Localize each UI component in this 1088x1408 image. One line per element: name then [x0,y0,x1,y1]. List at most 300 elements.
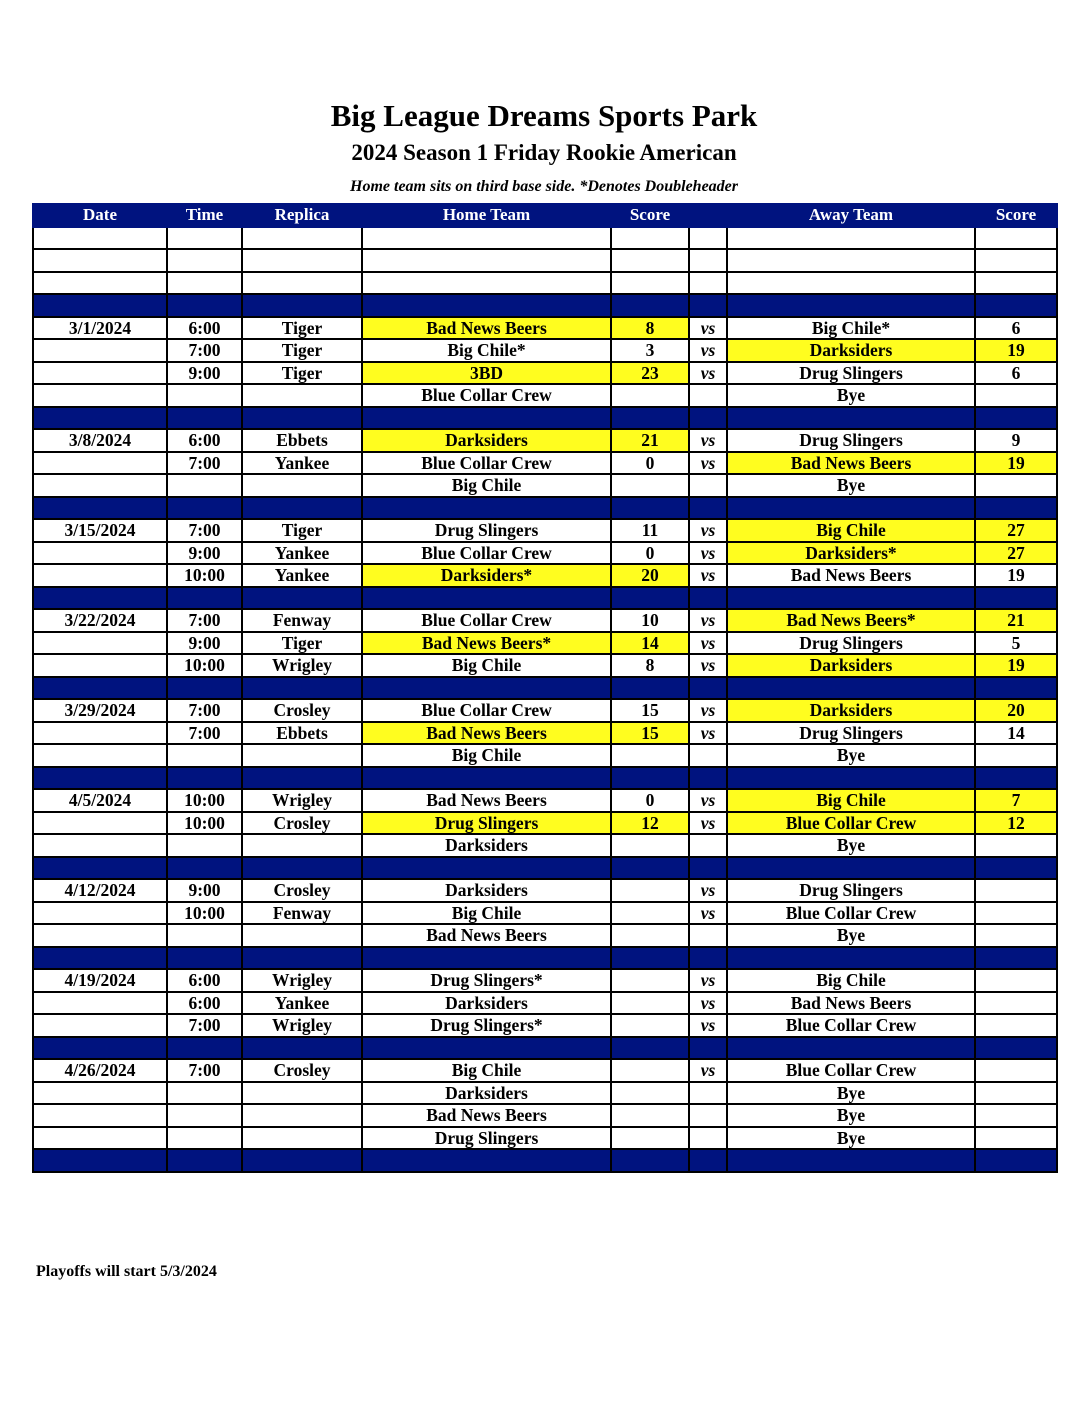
date-cell [33,767,167,790]
home-team-cell: 3BD [362,362,611,385]
time-cell [167,272,242,295]
vs-cell: vs [689,632,727,655]
home-team-cell: Drug Slingers [362,812,611,835]
home-score-cell: 23 [611,362,689,385]
date-cell: 4/12/2024 [33,879,167,902]
vs-cell: vs [689,542,727,565]
away-score-cell [975,227,1057,250]
away-team-cell: Bye [727,384,975,407]
away-score-cell [975,924,1057,947]
away-score-cell: 20 [975,699,1057,722]
schedule-note: Home team sits on third base side. *Denotes Doubleheader [350,178,738,195]
replica-cell [242,1127,362,1150]
home-team-cell: Blue Collar Crew [362,699,611,722]
date-cell: 3/15/2024 [33,519,167,542]
replica-cell [242,474,362,497]
game-row [33,879,1057,902]
date-cell [33,587,167,610]
away-team-cell: Darksiders [727,699,975,722]
game-row [33,519,1057,542]
home-team-cell [362,587,611,610]
game-row [33,924,1057,947]
time-cell: 10:00 [167,654,242,677]
replica-cell: Yankee [242,542,362,565]
away-score-cell: 12 [975,812,1057,835]
vs-cell: vs [689,969,727,992]
home-team-cell [362,227,611,250]
date-cell [33,1104,167,1127]
away-team-cell: Bye [727,744,975,767]
home-score-cell [611,1127,689,1150]
home-team-cell: Bad News Beers* [362,632,611,655]
away-team-cell: Bye [727,474,975,497]
time-cell: 6:00 [167,969,242,992]
home-team-cell [362,497,611,520]
vs-cell [689,474,727,497]
away-score-cell [975,587,1057,610]
replica-cell: Crosley [242,1059,362,1082]
date-cell [33,474,167,497]
home-score-cell [611,407,689,430]
empty-row [33,272,1057,295]
vs-cell: vs [689,992,727,1015]
home-score-cell [611,474,689,497]
home-score-cell [611,677,689,700]
week-separator-row [33,1037,1057,1060]
away-team-cell: Bad News Beers [727,452,975,475]
date-cell [33,564,167,587]
home-score-cell [611,1082,689,1105]
replica-cell: Wrigley [242,789,362,812]
away-team-cell [727,1149,975,1172]
week-separator-row [33,294,1057,317]
home-team-cell [362,249,611,272]
time-cell: 7:00 [167,1014,242,1037]
home-score-cell [611,497,689,520]
home-score-cell: 12 [611,812,689,835]
game-row [33,654,1057,677]
vs-cell: vs [689,699,727,722]
game-row [33,992,1057,1015]
date-cell [33,452,167,475]
replica-cell: Ebbets [242,429,362,452]
home-score-cell [611,249,689,272]
replica-cell [242,677,362,700]
col-time: Time [167,204,242,227]
time-cell [167,407,242,430]
date-cell [33,924,167,947]
away-score-cell [975,1014,1057,1037]
away-team-cell: Big Chile [727,789,975,812]
time-cell [167,947,242,970]
vs-cell [689,767,727,790]
home-score-cell [611,294,689,317]
home-score-cell: 15 [611,699,689,722]
replica-cell: Yankee [242,564,362,587]
vs-cell [689,249,727,272]
away-score-cell: 19 [975,654,1057,677]
replica-cell [242,924,362,947]
away-score-cell [975,767,1057,790]
game-row [33,1104,1057,1127]
home-team-cell: Blue Collar Crew [362,384,611,407]
col-date: Date [33,204,167,227]
home-score-cell [611,744,689,767]
time-cell [167,834,242,857]
away-team-cell: Big Chile [727,519,975,542]
away-team-cell: Drug Slingers [727,429,975,452]
away-score-cell [975,474,1057,497]
away-team-cell [727,1037,975,1060]
replica-cell [242,857,362,880]
away-score-cell [975,992,1057,1015]
empty-row [33,249,1057,272]
game-row [33,632,1057,655]
game-row [33,564,1057,587]
home-team-cell: Darksiders [362,429,611,452]
away-team-cell: Bye [727,924,975,947]
away-team-cell: Big Chile [727,969,975,992]
replica-cell: Tiger [242,362,362,385]
away-score-cell: 27 [975,542,1057,565]
week-separator-row [33,677,1057,700]
col-home-score: Score [611,204,689,227]
away-score-cell [975,1104,1057,1127]
col-away-team: Away Team [727,204,975,227]
home-score-cell: 14 [611,632,689,655]
home-score-cell [611,902,689,925]
date-cell [33,384,167,407]
home-score-cell [611,992,689,1015]
away-score-cell: 21 [975,609,1057,632]
vs-cell [689,947,727,970]
home-team-cell [362,407,611,430]
home-score-cell [611,924,689,947]
time-cell: 10:00 [167,789,242,812]
home-team-cell: Drug Slingers* [362,1014,611,1037]
date-cell: 4/26/2024 [33,1059,167,1082]
away-team-cell: Blue Collar Crew [727,812,975,835]
home-team-cell: Drug Slingers [362,1127,611,1150]
home-score-cell: 20 [611,564,689,587]
home-score-cell: 8 [611,317,689,340]
away-team-cell [727,767,975,790]
home-score-cell [611,1149,689,1172]
time-cell: 7:00 [167,722,242,745]
away-score-cell [975,1037,1057,1060]
home-team-cell: Darksiders [362,879,611,902]
home-score-cell [611,587,689,610]
replica-cell [242,947,362,970]
col-home-team: Home Team [362,204,611,227]
away-team-cell: Bye [727,1082,975,1105]
vs-cell [689,227,727,250]
home-team-cell: Bad News Beers [362,789,611,812]
game-row [33,429,1057,452]
time-cell: 9:00 [167,632,242,655]
date-cell: 3/1/2024 [33,317,167,340]
vs-cell [689,384,727,407]
home-team-cell [362,947,611,970]
away-score-cell [975,969,1057,992]
vs-cell [689,497,727,520]
time-cell: 7:00 [167,609,242,632]
replica-cell: Wrigley [242,654,362,677]
col-away-score: Score [975,204,1057,227]
away-team-cell: Drug Slingers [727,879,975,902]
home-team-cell [362,294,611,317]
home-score-cell: 0 [611,452,689,475]
time-cell: 7:00 [167,452,242,475]
vs-cell [689,1127,727,1150]
away-team-cell: Bad News Beers [727,564,975,587]
home-score-cell: 21 [611,429,689,452]
home-score-cell: 11 [611,519,689,542]
replica-cell [242,1149,362,1172]
vs-cell [689,294,727,317]
time-cell [167,384,242,407]
vs-cell: vs [689,564,727,587]
time-cell: 6:00 [167,317,242,340]
home-team-cell [362,677,611,700]
home-score-cell [611,1059,689,1082]
date-cell: 3/22/2024 [33,609,167,632]
home-score-cell: 0 [611,789,689,812]
away-team-cell [727,294,975,317]
home-score-cell [611,227,689,250]
vs-cell: vs [689,609,727,632]
away-team-cell [727,249,975,272]
game-row [33,789,1057,812]
date-cell [33,677,167,700]
away-team-cell [727,497,975,520]
away-score-cell [975,1082,1057,1105]
away-score-cell: 19 [975,452,1057,475]
away-score-cell [975,294,1057,317]
away-team-cell: Darksiders [727,339,975,362]
vs-cell: vs [689,362,727,385]
vs-cell [689,587,727,610]
date-cell [33,497,167,520]
replica-cell: Tiger [242,339,362,362]
week-separator-row [33,497,1057,520]
col-vs [689,204,727,227]
home-team-cell: Blue Collar Crew [362,609,611,632]
replica-cell [242,1082,362,1105]
time-cell: 10:00 [167,564,242,587]
home-team-cell [362,767,611,790]
home-score-cell [611,879,689,902]
home-score-cell [611,1104,689,1127]
time-cell: 7:00 [167,699,242,722]
home-team-cell: Blue Collar Crew [362,452,611,475]
vs-cell: vs [689,902,727,925]
away-team-cell [727,857,975,880]
home-score-cell [611,1014,689,1037]
away-score-cell [975,834,1057,857]
home-score-cell: 10 [611,609,689,632]
date-cell [33,272,167,295]
replica-cell [242,384,362,407]
time-cell [167,474,242,497]
game-row [33,452,1057,475]
replica-cell [242,407,362,430]
date-cell: 3/8/2024 [33,429,167,452]
away-score-cell: 14 [975,722,1057,745]
time-cell: 9:00 [167,542,242,565]
replica-cell: Crosley [242,879,362,902]
game-row [33,699,1057,722]
vs-cell: vs [689,789,727,812]
away-team-cell: Darksiders [727,654,975,677]
game-row [33,1127,1057,1150]
away-score-cell [975,384,1057,407]
vs-cell [689,834,727,857]
home-team-cell: Darksiders* [362,564,611,587]
away-team-cell [727,677,975,700]
date-cell [33,407,167,430]
week-separator-row [33,587,1057,610]
date-cell [33,1037,167,1060]
home-score-cell: 3 [611,339,689,362]
replica-cell: Crosley [242,699,362,722]
time-cell [167,744,242,767]
time-cell [167,1149,242,1172]
home-score-cell [611,767,689,790]
page-subtitle: 2024 Season 1 Friday Rookie American [351,140,737,165]
time-cell: 9:00 [167,879,242,902]
week-separator-row [33,407,1057,430]
replica-cell [242,497,362,520]
home-score-cell [611,834,689,857]
week-separator-row [33,947,1057,970]
vs-cell [689,744,727,767]
vs-cell [689,857,727,880]
away-score-cell: 9 [975,429,1057,452]
away-team-cell: Darksiders* [727,542,975,565]
date-cell: 3/29/2024 [33,699,167,722]
away-score-cell [975,272,1057,295]
vs-cell [689,1082,727,1105]
empty-row [33,227,1057,250]
home-team-cell: Bad News Beers [362,924,611,947]
vs-cell [689,1149,727,1172]
away-score-cell [975,407,1057,430]
date-cell [33,1127,167,1150]
home-score-cell [611,969,689,992]
away-score-cell [975,879,1057,902]
header-row [33,204,1057,227]
date-cell [33,249,167,272]
home-team-cell: Drug Slingers* [362,969,611,992]
away-score-cell: 6 [975,362,1057,385]
date-cell [33,632,167,655]
game-row [33,362,1057,385]
away-score-cell [975,497,1057,520]
away-score-cell: 6 [975,317,1057,340]
replica-cell: Fenway [242,902,362,925]
date-cell: 4/19/2024 [33,969,167,992]
replica-cell: Tiger [242,519,362,542]
game-row [33,1082,1057,1105]
date-cell [33,902,167,925]
home-score-cell: 15 [611,722,689,745]
time-cell [167,924,242,947]
game-row [33,969,1057,992]
time-cell: 7:00 [167,1059,242,1082]
away-team-cell: Big Chile* [727,317,975,340]
time-cell: 10:00 [167,902,242,925]
away-score-cell: 7 [975,789,1057,812]
away-score-cell [975,744,1057,767]
home-score-cell [611,272,689,295]
home-team-cell: Big Chile [362,902,611,925]
vs-cell: vs [689,339,727,362]
away-score-cell [975,857,1057,880]
game-row [33,902,1057,925]
time-cell [167,587,242,610]
home-team-cell [362,1149,611,1172]
away-team-cell: Bye [727,1104,975,1127]
game-row [33,812,1057,835]
home-team-cell: Bad News Beers [362,317,611,340]
home-team-cell: Big Chile [362,744,611,767]
away-team-cell [727,407,975,430]
home-score-cell [611,1037,689,1060]
away-team-cell [727,947,975,970]
home-score-cell: 0 [611,542,689,565]
date-cell [33,722,167,745]
away-team-cell: Drug Slingers [727,722,975,745]
game-row [33,317,1057,340]
home-team-cell: Blue Collar Crew [362,542,611,565]
vs-cell: vs [689,722,727,745]
date-cell [33,1149,167,1172]
replica-cell: Crosley [242,812,362,835]
home-team-cell: Big Chile [362,474,611,497]
vs-cell [689,272,727,295]
away-team-cell [727,272,975,295]
away-team-cell: Blue Collar Crew [727,1059,975,1082]
vs-cell [689,677,727,700]
replica-cell [242,249,362,272]
home-team-cell: Big Chile [362,1059,611,1082]
replica-cell [242,1037,362,1060]
home-team-cell: Bad News Beers [362,1104,611,1127]
date-cell [33,339,167,362]
away-team-cell: Blue Collar Crew [727,1014,975,1037]
schedule-table [32,203,1058,1173]
time-cell [167,249,242,272]
home-team-cell [362,857,611,880]
replica-cell [242,587,362,610]
vs-cell: vs [689,879,727,902]
away-score-cell: 27 [975,519,1057,542]
home-team-cell: Darksiders [362,1082,611,1105]
away-score-cell [975,249,1057,272]
date-cell [33,812,167,835]
date-cell [33,992,167,1015]
home-team-cell [362,1037,611,1060]
date-cell [33,542,167,565]
date-cell [33,362,167,385]
time-cell [167,497,242,520]
away-score-cell: 5 [975,632,1057,655]
replica-cell: Yankee [242,452,362,475]
date-cell [33,227,167,250]
away-score-cell [975,902,1057,925]
date-cell [33,1014,167,1037]
